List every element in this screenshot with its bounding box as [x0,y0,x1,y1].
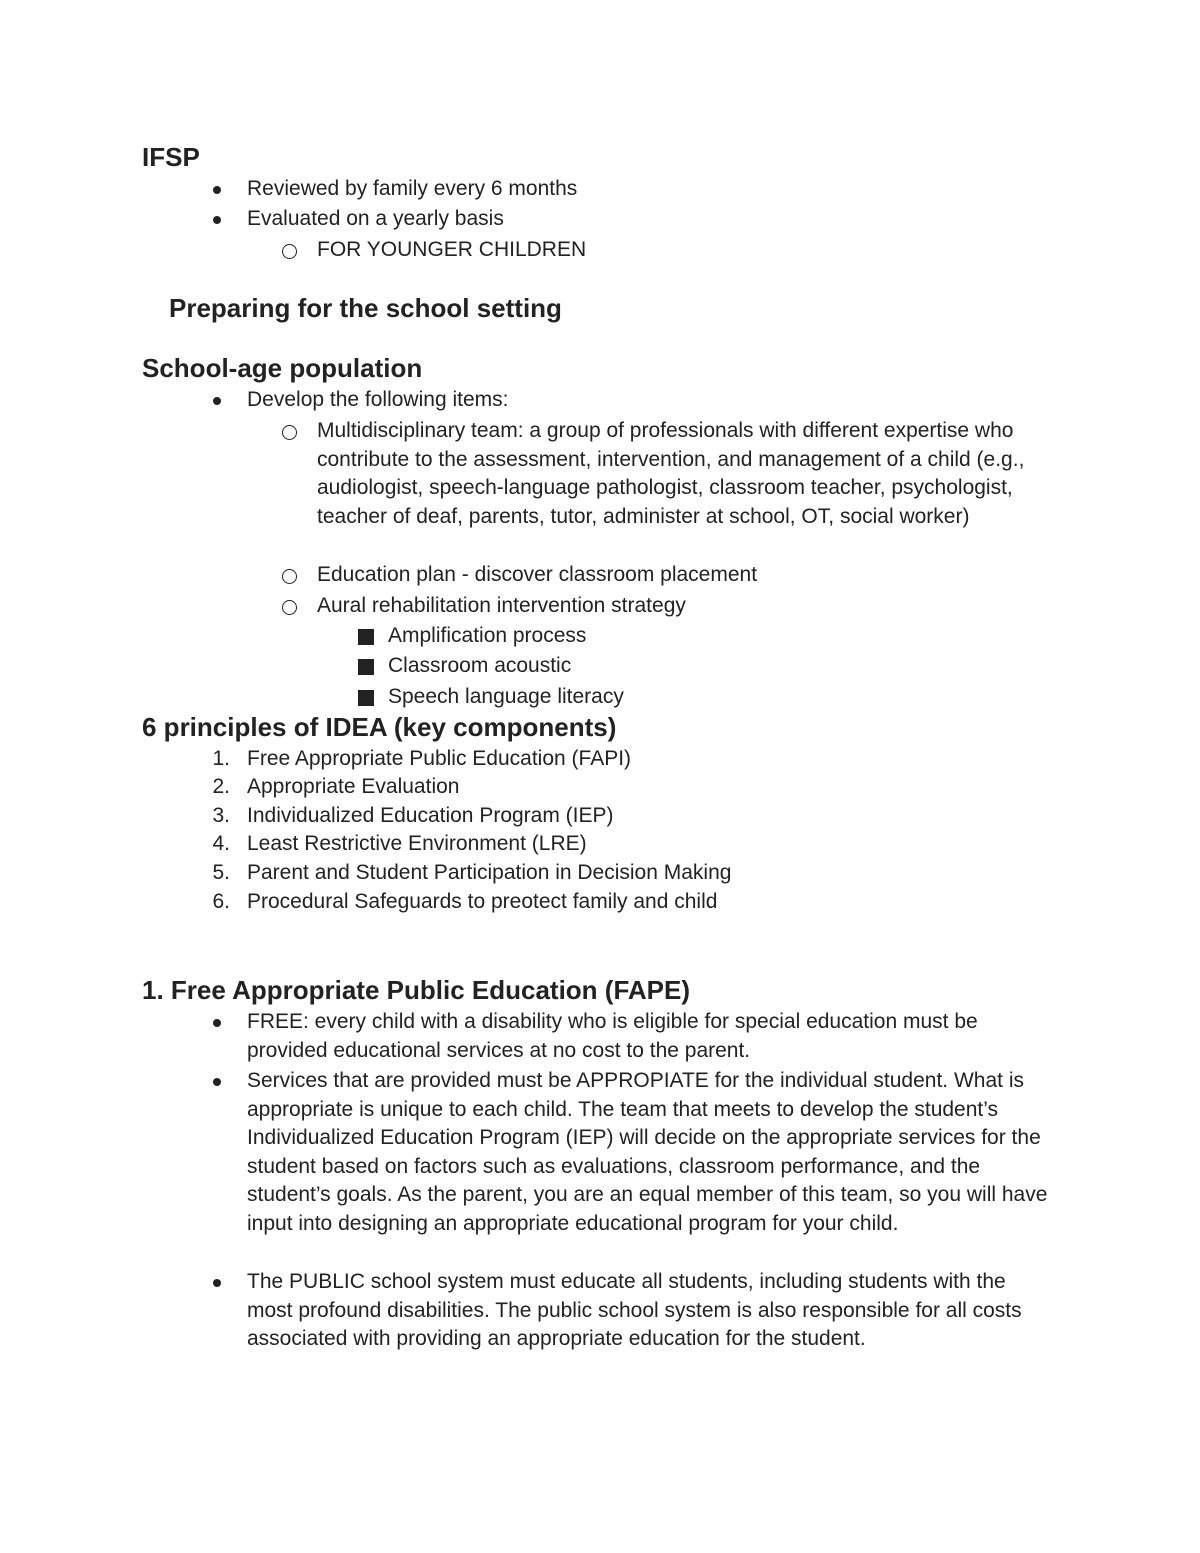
list-number: 1. [212,747,230,770]
ifsp-bullet-2: Evaluated on a yearly basis [247,207,504,230]
principle-item: Least Restrictive Environment (LRE) [247,832,587,855]
list-number: 4. [212,832,230,855]
principles-heading: 6 principles of IDEA (key components) [142,712,617,742]
list-number: 6. [212,890,230,913]
multidisciplinary-team-item: Multidisciplinary team: a group of professionals with different expertise who contribute to the assessment, intervention, and management of a child (e.g., audiologist, speech-language pathologist, classroom teacher, psychologist, teacher of deaf, parents, tutor, administer at school, OT, social worker) [317,419,1025,528]
principle-item: Parent and Student Participation in Decision Making [247,861,732,884]
school-age-bullet: Develop the following items: [247,388,509,411]
bullet-dot [213,397,221,405]
aural-rehab-item: Aural rehabilitation intervention strategy [317,594,686,617]
list-number: 2. [212,775,230,798]
fape-bullet-free: FREE: every child with a disability who is eligible for special education must be provided educational services at no cost to the parent. [247,1010,978,1062]
classroom-acoustic-item: Classroom acoustic [388,654,572,677]
bullet-dot [213,1279,221,1287]
education-plan-item: Education plan - discover classroom placement [317,563,758,586]
bullet-square [358,629,374,645]
bullet-circle [282,600,297,615]
bullet-square [358,690,374,706]
bullet-dot [213,1019,221,1027]
ifsp-sub-bullet: FOR YOUNGER CHILDREN [317,238,587,261]
bullet-dot [213,1078,221,1086]
amplification-item: Amplification process [388,624,587,647]
list-number: 3. [212,804,230,827]
bullet-circle [282,569,297,584]
principle-item: Procedural Safeguards to preotect family and child [247,890,718,913]
bullet-circle [282,425,297,440]
bullet-dot [213,216,221,224]
speech-language-item: Speech language literacy [388,685,624,708]
ifsp-bullet-1: Reviewed by family every 6 months [247,177,578,200]
ifsp-heading: IFSP [142,142,200,172]
bullet-square [358,659,374,675]
bullet-circle [282,244,297,259]
principle-item: Free Appropriate Public Education (FAPI) [247,747,632,770]
list-number: 5. [212,861,230,884]
school-age-heading: School-age population [142,353,423,383]
preparing-heading: Preparing for the school setting [169,293,562,323]
bullet-dot [213,186,221,194]
fape-heading: 1. Free Appropriate Public Education (FAPE) [142,975,691,1005]
principle-item: Individualized Education Program (IEP) [247,804,614,827]
principle-item: Appropriate Evaluation [247,775,460,798]
fape-bullet-public: The PUBLIC school system must educate all students, including students with the most profound disabilities. The public school system is also responsible for all costs associated with providing an appropriate education for the student. [247,1270,1022,1351]
fape-bullet-appropriate: Services that are provided must be APPROPIATE for the individual student. What is appropriate is unique to each child. The team that meets to develop the student’s Individualized Education Program (IEP) will decide on the appropriate services for the student based on factors such as evaluations, classroom performance, and the student’s goals. As the parent, you are an equal member of this team, so you will have input into designing an appropriate educational program for your child. [247,1069,1048,1235]
